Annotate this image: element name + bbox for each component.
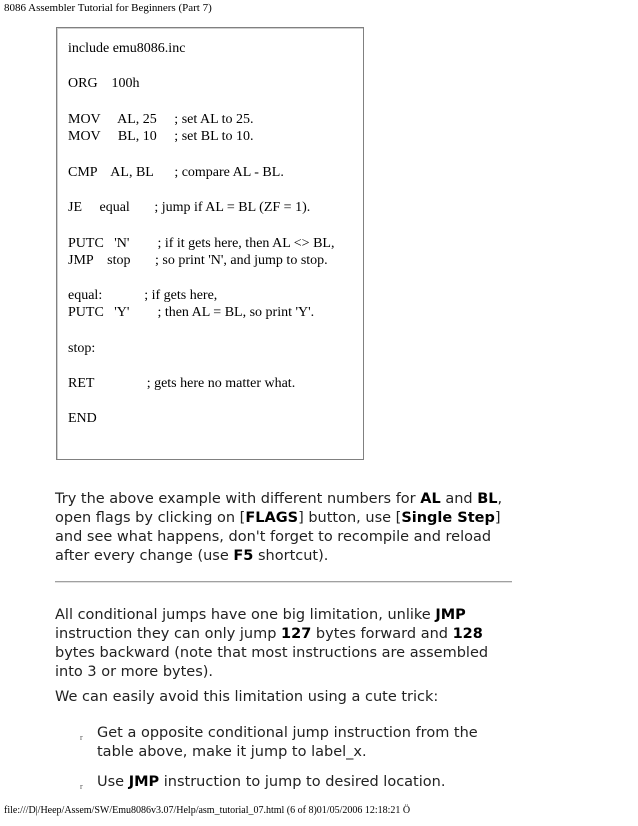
code-line: END <box>68 411 97 426</box>
list-item-opposite-jump: Get a opposite conditional jump instruction from the table above, make it jump to label_x. <box>97 725 478 760</box>
code-line: PUTC 'N' ; if it gets here, then AL <> BL, <box>68 236 335 251</box>
code-line: PUTC 'Y' ; then AL = BL, so print 'Y'. <box>68 305 315 320</box>
code-line: CMP AL, BL ; compare AL - BL. <box>68 165 284 180</box>
bullet-icon: r <box>80 782 83 791</box>
code-line: RET ; gets here no matter what. <box>68 376 296 391</box>
page-footer-url: file:///D|/Heep/Assem/SW/Emu8086v3.07/Help/asm_tutorial_07.html (6 of 8)01/05/2006 12:18:21 Ö <box>4 805 411 816</box>
horizontal-divider <box>55 581 512 583</box>
paragraph-jump-limitation: All conditional jumps have one big limitation, unlike JMP instruction they can only jump 127 bytes forward and 128 bytes backward (note that most instructions are assembled into 3 or more bytes). <box>55 607 489 680</box>
page-header-title: 8086 Assembler Tutorial for Beginners (Part 7) <box>4 2 212 14</box>
code-line: JMP stop ; so print 'N', and jump to stop. <box>68 253 328 268</box>
list-item-use-jmp: Use JMP instruction to jump to desired location. <box>97 774 446 790</box>
code-line: equal: ; if gets here, <box>68 288 218 303</box>
bullet-icon: r <box>80 733 83 742</box>
code-line: MOV AL, 25 ; set AL to 25. <box>68 112 254 127</box>
code-line: include emu8086.inc <box>68 41 186 56</box>
paragraph-try-example: Try the above example with different numbers for AL and BL, open flags by clicking on [FLAGS] button, use [Single Step] and see what happens, don't forget to recompile and reload after every change (use F5 shortcut). <box>55 491 503 564</box>
code-line: JE equal ; jump if AL = BL (ZF = 1). <box>68 200 311 215</box>
code-line: ORG 100h <box>68 76 140 91</box>
code-line: stop: <box>68 341 96 356</box>
paragraph-cute-trick: We can easily avoid this limitation using a cute trick: <box>55 689 439 705</box>
code-line: MOV BL, 10 ; set BL to 10. <box>68 129 254 144</box>
